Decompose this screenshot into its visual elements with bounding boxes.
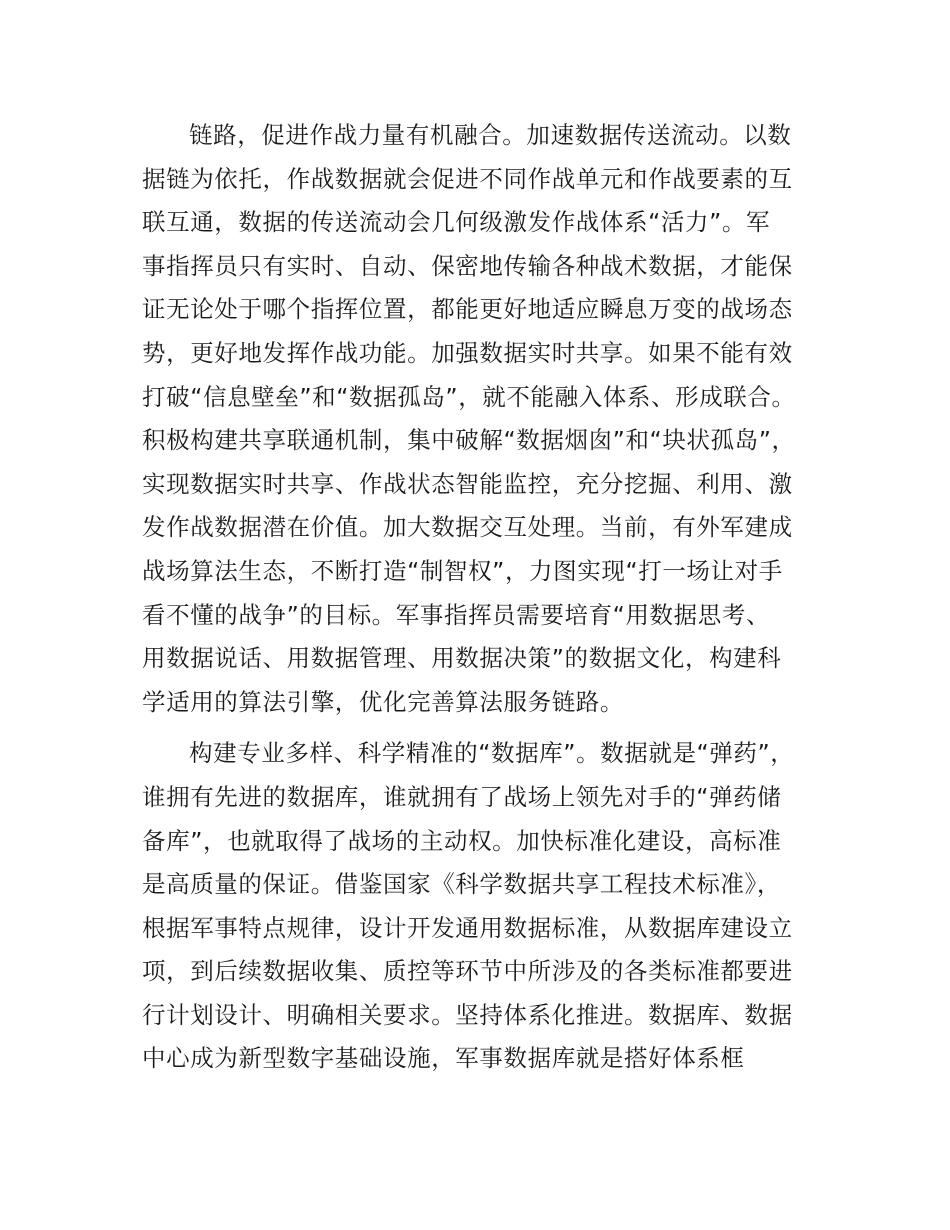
text-line: 证无论处于哪个指挥位置，都能更好地适应瞬息万变的战场态 [142, 295, 793, 324]
text-line: 项，到后续数据收集、质控等环节中所涉及的各类标准都要进 [142, 957, 793, 986]
text-line: 联互通，数据的传送流动会几何级激发作战体系“活力”。军 [142, 208, 771, 237]
text-line: 是高质量的保证。借鉴国家《科学数据共享工程技术标准》， [142, 870, 781, 899]
text-line: 打破“信息壁垒”和“数据孤岛”，就不能融入体系、形成联合。 [142, 382, 796, 411]
text-line: 谁拥有先进的数据库，谁就拥有了战场上领先对手的“弹药储 [142, 782, 782, 811]
text-line: 势，更好地发挥作战功能。加强数据实时共享。如果不能有效 [142, 338, 793, 367]
text-line: 据链为依托，作战数据就会促进不同作战单元和作战要素的互 [142, 164, 793, 193]
text-line: 用数据说话、用数据管理、用数据决策”的数据文化，构建科 [142, 644, 782, 673]
body-text [142, 114, 832, 1081]
text-line: 构建专业多样、科学精准的“数据库”。数据就是“弹药”， [189, 739, 795, 768]
text-line: 事指挥员只有实时、自动、保密地传输各种战术数据，才能保 [142, 251, 793, 280]
paragraph-spacer [142, 724, 832, 732]
text-line: 实现数据实时共享、作战状态智能监控，充分挖掘、利用、激 [142, 469, 793, 498]
text-line: 行计划设计、明确相关要求。坚持体系化推进。数据库、数据 [142, 1000, 793, 1029]
text-line: 中心成为新型数字基础设施，军事数据库就是搭好体系框 [142, 1044, 745, 1073]
text-line: 根据军事特点规律，设计开发通用数据标准，从数据库建设立 [142, 913, 793, 942]
text-line: 积极构建共享联通机制，集中破解“数据烟囱”和“块状孤岛”， [142, 426, 796, 455]
text-line: 看不懂的战争”的目标。军事指挥员需要培育“用数据思考、 [142, 600, 771, 629]
paragraph [142, 114, 832, 724]
text-line: 备库”，也就取得了战场的主动权。加快标准化建设，高标准 [142, 826, 782, 855]
text-line: 链路，促进作战力量有机融合。加速数据传送流动。以数 [189, 121, 792, 149]
text-line: 发作战数据潜在价值。加大数据交互处理。当前，有外军建成 [142, 513, 793, 542]
text-line: 战场算法生态，不断打造“制智权”，力图实现“打一场让对手 [142, 556, 783, 585]
paragraph [142, 732, 832, 1081]
text-line: 学适用的算法引擎，优化完善算法服务链路。 [142, 687, 624, 716]
